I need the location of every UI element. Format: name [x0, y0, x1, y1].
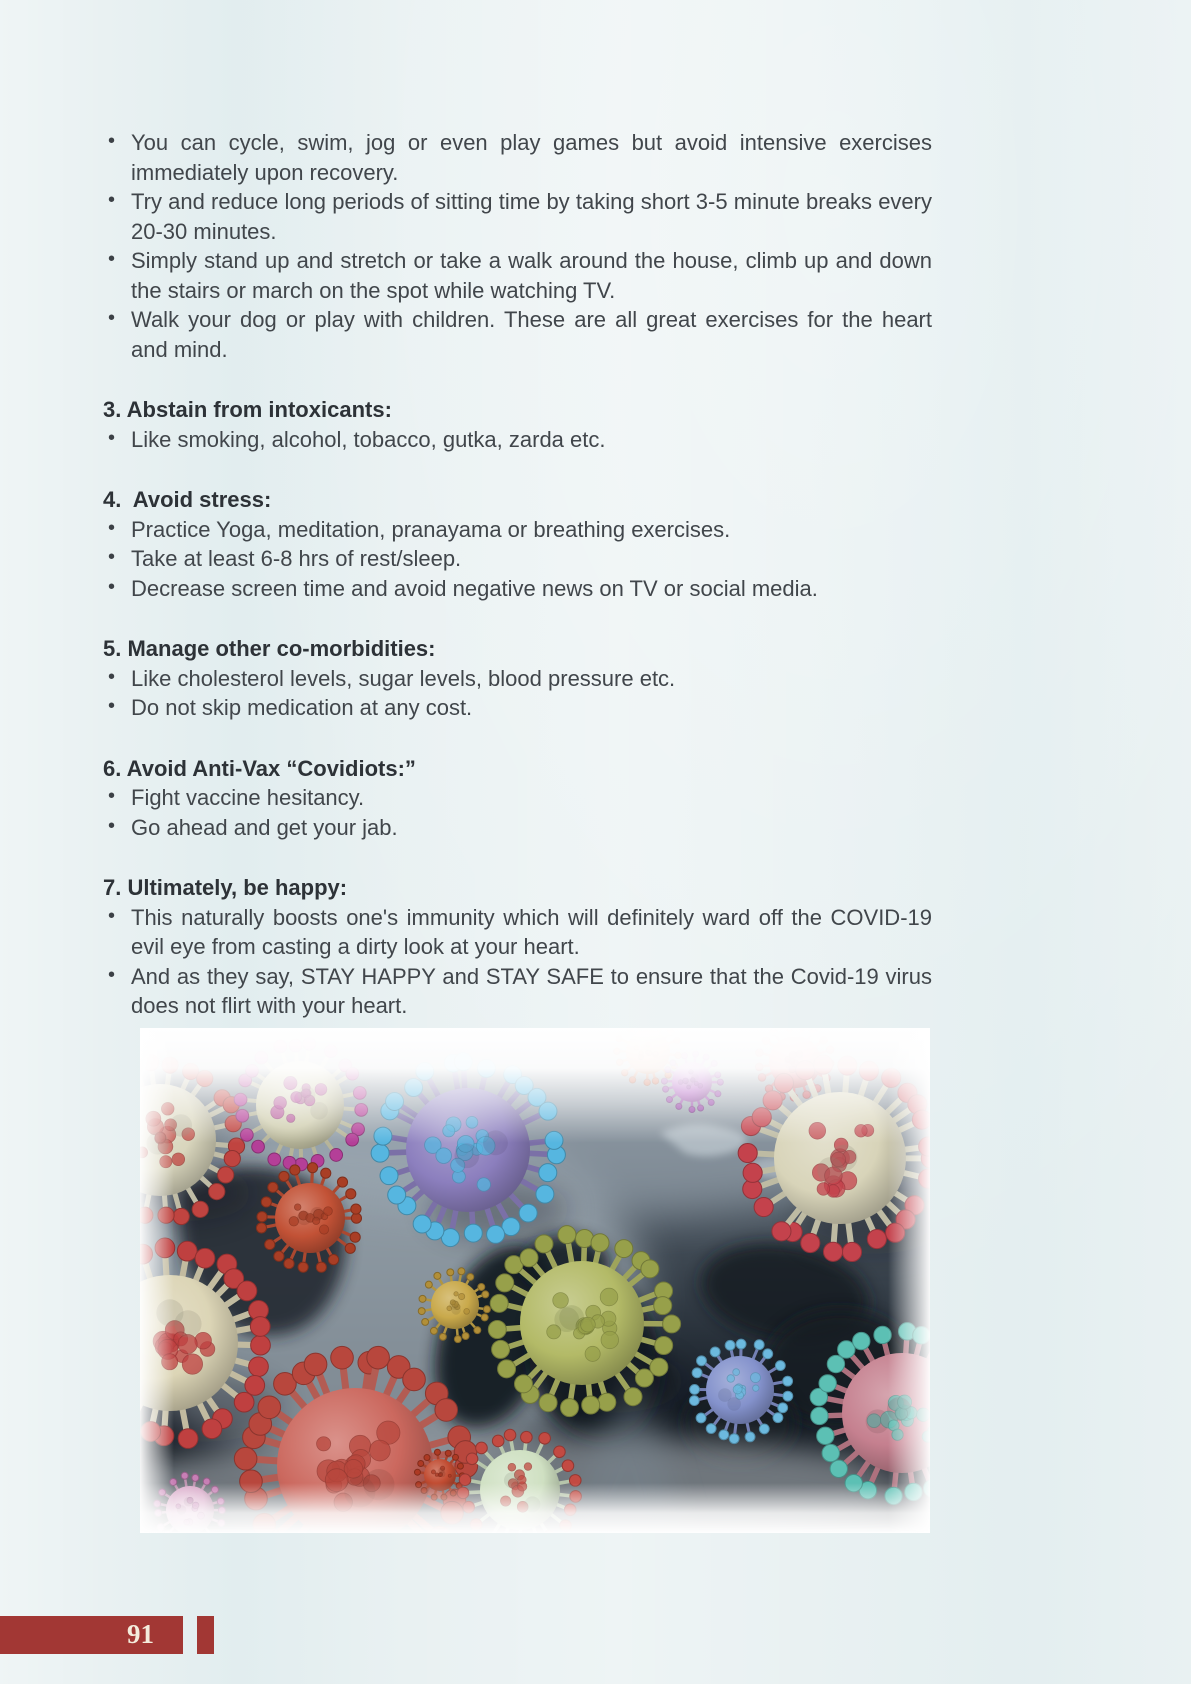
bullet-item	[103, 187, 932, 246]
bullet-dot-icon: •	[108, 516, 116, 539]
section	[103, 873, 932, 1021]
section	[103, 485, 932, 603]
section-heading: 4. Avoid stress:	[103, 487, 272, 512]
bullet-text: Like smoking, alcohol, tobacco, gutka, zarda etc.	[131, 426, 606, 452]
covid-virus-world-illustration	[140, 1028, 930, 1533]
bullet-item	[103, 246, 932, 305]
bullet-item	[103, 693, 932, 723]
bullet-item	[103, 425, 932, 455]
bullet-dot-icon: •	[108, 307, 116, 329]
bullet-item	[103, 544, 932, 574]
section	[103, 395, 932, 454]
bullet-text: Walk your dog or play with children. These are all great exercises for the heart and mind.	[131, 307, 932, 362]
bullet-text: And as they say, STAY HAPPY and STAY SAFE to ensure that the Covid-19 virus does not flirt with your heart.	[131, 963, 932, 1018]
bullet-text: Do not skip medication at any cost.	[131, 695, 473, 720]
bullet-text: Try and reduce long periods of sitting time by taking short 3-5 minute breaks every 20-30 minutes.	[131, 189, 932, 244]
bullet-item	[103, 515, 932, 545]
bullet-item	[103, 305, 932, 364]
bullet-text: Take at least 6-8 hrs of rest/sleep.	[131, 546, 462, 571]
section-heading: 6. Avoid Anti-Vax “Covidiots:”	[103, 755, 416, 781]
bullet-text: Simply stand up and stretch or take a walk around the house, climb up and down the stairs or march on the spot while watching TV.	[131, 248, 932, 303]
bullet-item	[103, 813, 932, 843]
sections	[103, 395, 932, 1021]
section-heading: 5. Manage other co-morbidities:	[103, 636, 436, 661]
bullet-dot-icon: •	[108, 963, 116, 986]
bullet-dot-icon: •	[108, 814, 116, 837]
section	[103, 634, 932, 723]
bullet-text: Go ahead and get your jab.	[131, 814, 398, 840]
page-number: 91	[127, 1619, 154, 1649]
bullet-item	[103, 664, 932, 694]
page-number-bar-accent	[197, 1616, 214, 1654]
bullet-dot-icon: •	[108, 130, 116, 152]
bullet-item	[103, 903, 932, 962]
bullet-text: You can cycle, swim, jog or even play games but avoid intensive exercises immediately upon recovery.	[131, 130, 932, 185]
bullet-text: Like cholesterol levels, sugar levels, blood pressure etc.	[131, 665, 676, 691]
bullet-dot-icon: •	[108, 189, 116, 211]
bullet-dot-icon: •	[108, 904, 116, 927]
bullet-item	[103, 574, 932, 604]
bullet-item	[103, 128, 932, 187]
intro-bullets	[103, 128, 932, 364]
bullet-dot-icon: •	[108, 546, 116, 568]
section-heading: 7. Ultimately, be happy:	[103, 875, 348, 900]
bullet-text: Practice Yoga, meditation, pranayama or breathing exercises.	[131, 516, 731, 542]
bullet-text: Decrease screen time and avoid negative news on TV or social media.	[131, 575, 818, 601]
page-number-bar	[0, 1616, 183, 1654]
bullet-dot-icon: •	[108, 248, 116, 270]
bullet-item	[103, 962, 932, 1021]
bullet-text: This naturally boosts one's immunity which will definitely ward off the COVID-19 evil eye from casting a dirty look at your heart.	[131, 904, 932, 959]
covid-illustration-svg	[140, 1028, 930, 1533]
bullet-text: Fight vaccine hesitancy.	[131, 785, 365, 810]
section-heading: 3. Abstain from intoxicants:	[103, 397, 392, 422]
bullet-dot-icon: •	[108, 695, 116, 717]
bullet-dot-icon: •	[108, 665, 116, 688]
section	[103, 754, 932, 843]
text-column	[103, 128, 932, 1021]
bullet-dot-icon: •	[108, 785, 116, 807]
bullet-dot-icon: •	[108, 575, 116, 598]
bullet-item	[103, 783, 932, 813]
bullet-dot-icon: •	[108, 426, 116, 449]
